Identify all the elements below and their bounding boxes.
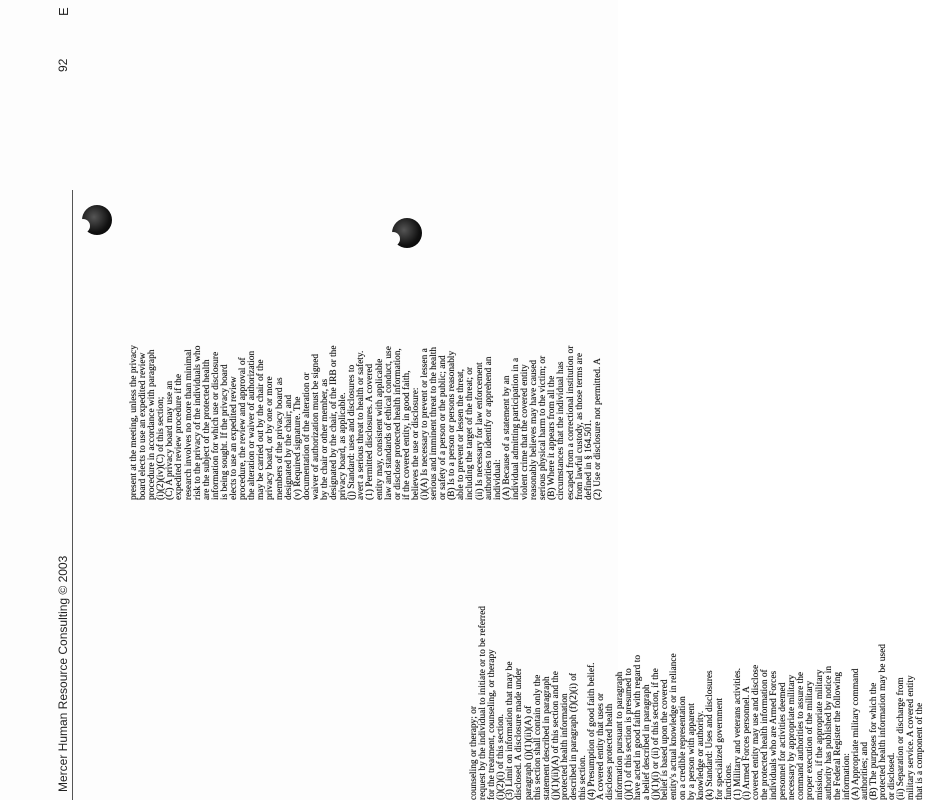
text-line: on a credible representation [678, 696, 689, 800]
footer-rule [72, 190, 73, 800]
text-line: individual: [492, 459, 503, 500]
text-line: entity may, consistent with applicable [374, 358, 385, 500]
text-line: protected health information [559, 693, 570, 800]
text-line: (j) Standard: uses and disclosures to [347, 364, 358, 500]
text-line: the protected health information of [760, 669, 770, 800]
text-line: disclosed. A disclosure made under [514, 667, 525, 800]
text-line: board elects to use an expedited review [138, 352, 149, 500]
text-line: (j)(1)(ii)(A) of this section and the [550, 671, 561, 800]
text-line: from lawful custody, as those terms are [574, 352, 585, 500]
text-line: defined in § 164.501. [583, 420, 594, 500]
text-line: or disclosed. [887, 752, 898, 800]
text-line: risk to the privacy of the individuals who [192, 345, 203, 500]
text-line: individual admitting participation in a [510, 357, 521, 500]
text-line: or disclose protected health information, [392, 348, 403, 500]
text-line: if the covered entity, in good faith, [401, 370, 412, 500]
text-line: mission, if the appropriate military [814, 669, 825, 800]
text-line: (1) Military and veterans activities. [732, 668, 743, 800]
text-line: request by the individual to initiate or to be referred [478, 606, 489, 800]
text-line: (B) Is to a person or persons reasonably [447, 350, 458, 500]
hole-punch-mark [82, 205, 112, 235]
text-line: necessary by appropriate military [787, 674, 798, 800]
text-line: for specialized government [714, 697, 725, 800]
text-line: this section shall contain only the [532, 674, 543, 800]
text-line: have acted in good faith with regard to [632, 654, 643, 800]
text-line: serious physical harm to the victim; or [538, 355, 549, 500]
text-line: (4) Presumption of good faith belief. [587, 662, 598, 800]
page-footer [56, 2, 76, 792]
text-line: (A) Because of a statement by an [501, 375, 512, 500]
text-line: knowledge or authority. [696, 710, 707, 800]
text-line: (v) Required signature. The [292, 396, 303, 500]
text-line: procedure, the review and approval of [238, 357, 249, 500]
text-line: functions. [723, 762, 734, 800]
text-line: procedure in accordance with paragraph [147, 349, 158, 500]
text-line: privacy board, as applicable. [338, 392, 349, 500]
text-line: (C) A privacy board may use an [165, 380, 176, 500]
text-line: (2) Use or disclosure not permitted. A [592, 358, 603, 500]
text-line: (3) Limit on information that may be [505, 661, 516, 800]
text-line: privacy board, or by one or more [265, 376, 276, 500]
text-line: authority has published by notice in [823, 665, 834, 800]
text-line: A covered entity that uses or [596, 692, 607, 800]
hole-punch-mark [392, 218, 422, 248]
text-line: circumstances that the individual has [556, 361, 567, 500]
text-line: the alteration or waiver of authorization [247, 350, 258, 500]
text-line: proper execution of the military [805, 680, 816, 800]
text-line: (j)(1)(i) or (ii) of this section, if the [650, 668, 661, 800]
text-line: serious and imminent threat to the health [429, 346, 440, 500]
text-line: escaped from a correctional institution or [565, 345, 576, 500]
text-line: information pursuant to paragraph [614, 671, 625, 800]
text-line: reasonably believes may have caused [529, 359, 540, 500]
text-line: personnel for activities deemed [778, 682, 789, 800]
text-line: (i)(2)(iv)(C) of this section; [156, 396, 167, 500]
text-line: are the subject of the protected health [201, 359, 212, 500]
text-line: may be carried out by the chair of the [256, 359, 267, 500]
text-line: individuals who are Armed Forces [769, 670, 780, 800]
text-line: entity's actual knowledge or in reliance [669, 653, 680, 800]
text-line: by a person with apparent [687, 703, 698, 800]
text-line: authorities; and [860, 741, 871, 800]
text-line: paragraph (j)(1)(ii)(A) of [523, 705, 534, 800]
text-line: elects to use an expedited review [229, 376, 240, 500]
text-line: (ii) Separation or discharge from [896, 677, 907, 800]
text-line: belief is based upon the covered [659, 679, 670, 800]
text-line: military service. A covered entity [905, 675, 916, 800]
text-line: the Federal Register the following [832, 671, 843, 800]
text-line: members of the privacy board as [274, 377, 285, 500]
text-line: documentation of the alteration or [301, 372, 312, 500]
text-line: (i)(A) Is necessary to prevent or lessen a [420, 348, 430, 500]
text-line: (ii) Is necessary for law enforcement [474, 362, 485, 500]
text-line: is being sought. If the privacy board [219, 364, 230, 500]
text-line: (k) Standard: Uses and disclosures [705, 670, 716, 800]
text-line: violent crime that the covered entity [520, 364, 531, 500]
text-line: described in paragraph (f)(2)(i) of [569, 672, 580, 800]
text-line: authorities to identify or apprehend an [483, 356, 494, 500]
footer-copyright: Mercer Human Resource Consulting © 2003 [56, 555, 70, 792]
text-line: (j)(1) of this section is presumed to [623, 668, 634, 800]
text-line: command authorities to assure the [796, 671, 807, 800]
text-line: expedited review procedure if the [174, 374, 185, 500]
text-line: this section. [578, 755, 589, 800]
text-line: (i)(2)(i) of this section. [496, 714, 507, 800]
text-line: research involves no more than minimal [183, 349, 194, 500]
text-line: waiver of authorization must be signed [310, 353, 321, 500]
text-line: (i) Armed Forces personnel. A [741, 686, 752, 800]
text-line: (B) The purposes for which the [869, 682, 880, 800]
page-number: 92 [56, 58, 70, 72]
text-line: believes the use or disclosure: [410, 387, 421, 500]
text-line: a belief described in paragraph [641, 684, 652, 800]
text-line: (B) Where it appears from all the [547, 375, 558, 500]
text-line: by the chair or other member, as [319, 378, 330, 500]
text-line: or safety of a person or the public; and [438, 355, 449, 500]
text-line: that is a component of the [914, 702, 925, 800]
text-line: (1) Permitted disclosures. A covered [365, 363, 376, 500]
text-line: present at the meeting, unless the privacy [129, 345, 139, 500]
text-line: information for which use or disclosure [210, 351, 221, 500]
text-line: statement described in paragraph [541, 676, 552, 800]
text-line: designated by the chair, of the IRB or the [329, 345, 340, 500]
edge-mark: E [56, 7, 71, 16]
text-line: (A) Appropriate military command [850, 668, 861, 800]
text-line: discloses protected health [605, 703, 616, 800]
text-line: counseling or therapy; or [469, 706, 479, 800]
text-line: protected health information may be used [878, 644, 889, 800]
text-line: able to prevent or lessen the threat, [456, 369, 467, 500]
text-line: designated by the chair; and [283, 394, 294, 500]
text-line: for the treatment, counseling, or therapy [487, 649, 498, 800]
text-line: including the target of the threat; or [465, 366, 476, 500]
text-line: avert a serious threat to health or safety. [356, 350, 367, 500]
text-line: covered entity may use and disclose [750, 664, 761, 800]
text-line: information: [841, 753, 852, 800]
text-line: law and standards of ethical conduct, use [383, 346, 394, 500]
